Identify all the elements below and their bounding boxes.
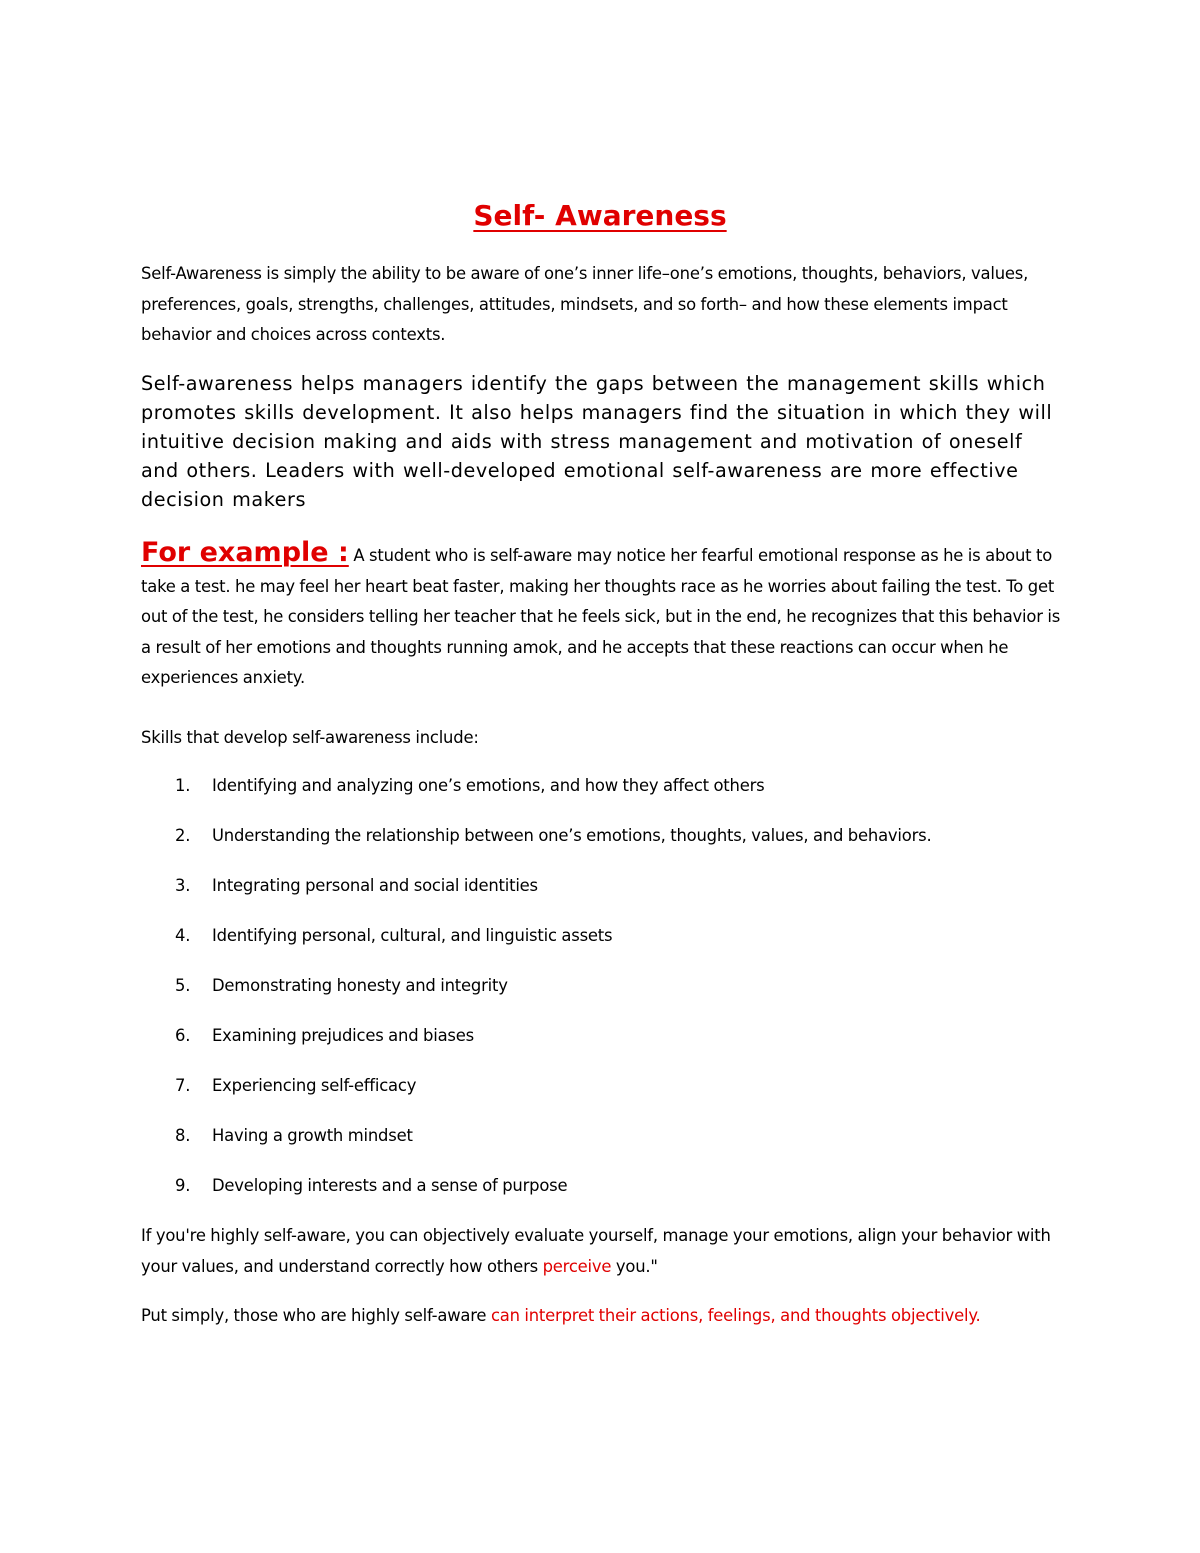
highlight-perceive: perceive xyxy=(542,1256,612,1276)
list-item xyxy=(141,871,1061,921)
self-aware-text: If you're highly self-aware, you can objectively evaluate yourself, manage your emotions, align your behavior with your values, and understand correctly how others xyxy=(141,1226,1051,1276)
list-item-text: Examining prejudices and biases xyxy=(212,1026,474,1045)
list-item xyxy=(141,921,1061,971)
document-title: Self- Awareness xyxy=(473,199,727,232)
list-item-text: Identifying and analyzing one’s emotions, and how they affect others xyxy=(212,776,765,795)
list-item-text: Integrating personal and social identities xyxy=(212,876,538,895)
list-item xyxy=(141,771,1061,821)
put-simply-text: Put simply, those who are highly self-aware xyxy=(141,1306,487,1325)
list-item-number: 2. xyxy=(175,826,191,845)
list-item-number: 5. xyxy=(175,976,191,995)
example-heading: For example : xyxy=(141,537,349,568)
list-item-text: Identifying personal, cultural, and linguistic assets xyxy=(212,926,613,945)
list-item xyxy=(141,821,1061,871)
example-text: A student who is self-aware may notice her fearful emotional response as he is about to take a test. he may feel her heart beat faster, making her thoughts race as he worries about failing the test. To get out of the test, he considers telling her teacher that he feels sick, but in the end, he recognizes that this behavior is a result of her emotions and thoughts running amok, and he accepts that these reactions can occur when he experiences anxiety. xyxy=(141,546,1061,687)
list-item-number: 8. xyxy=(175,1126,191,1145)
list-item xyxy=(141,971,1061,1021)
self-aware-paragraph xyxy=(141,1221,1061,1282)
list-item-number: 7. xyxy=(175,1076,191,1095)
self-aware-ending: you." xyxy=(615,1256,658,1276)
list-item xyxy=(141,1071,1061,1121)
put-simply-paragraph xyxy=(141,1301,1061,1332)
list-item xyxy=(141,1021,1061,1071)
intro-paragraph: Self-Awareness is simply the ability to be aware of one’s inner life–one’s emotions, thoughts, behaviors, values, preferences, goals, strengths, challenges, attitudes, mindsets, and so forth– and how these elements impact behavior and choices across contexts. xyxy=(141,264,1029,344)
list-item xyxy=(141,1171,1061,1221)
list-item-number: 3. xyxy=(175,876,191,895)
highlight-interpret: can interpret their actions, feelings, and thoughts objectively. xyxy=(490,1306,981,1325)
skills-list xyxy=(141,771,1061,1221)
list-item-number: 6. xyxy=(175,1026,191,1045)
list-item-text: Having a growth mindset xyxy=(212,1126,413,1145)
example-paragraph xyxy=(141,538,1061,694)
list-item-text: Demonstrating honesty and integrity xyxy=(212,976,508,995)
skills-intro: Skills that develop self-awareness include: xyxy=(141,728,479,747)
list-item-number: 9. xyxy=(175,1176,191,1195)
list-item-text: Experiencing self-efficacy xyxy=(212,1076,417,1095)
list-item-text: Developing interests and a sense of purpose xyxy=(212,1176,568,1195)
list-item xyxy=(141,1121,1061,1171)
list-item-number: 1. xyxy=(175,776,191,795)
list-item-number: 4. xyxy=(175,926,191,945)
managers-paragraph: Self-awareness helps managers identify the gaps between the management skills which promotes skills development. It also helps managers find the situation in which they will intuitive decision making and aids with stress management and motivation of oneself and others. Leaders with well-developed emotional self-awareness are more effective decision makers xyxy=(141,372,1053,511)
list-item-text: Understanding the relationship between one’s emotions, thoughts, values, and behaviors. xyxy=(212,826,932,845)
